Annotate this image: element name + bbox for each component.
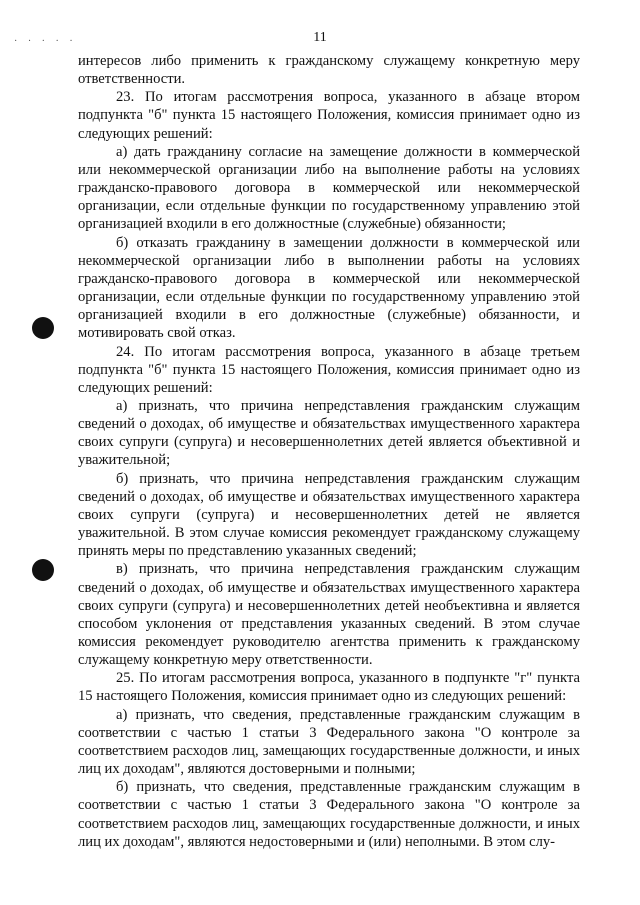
scan-marks: · · · · · [14,36,77,47]
punch-hole-mark [32,559,54,581]
paragraph-24-v: в) признать, что причина непредставления гражданским служащим сведений о доходах, об имуществе и обязательствах имущественного характера своих супруги (супруга) и несовершеннолетних детей необъективна и является способом уклонения от представления указанных сведений. В этом случае комиссия рекомендует руководителю агентства применить к гражданскому служащему конкретную меру ответственности. [78,561,580,669]
paragraph-item-24: 24. По итогам рассмотрения вопроса, указанного в абзаце третьем подпункта "б" пункта 15 настоящего Положения, комиссия принимает одно из следующих решений: [78,343,580,396]
paragraph-24-b: б) признать, что причина непредставления гражданским служащим сведений о доходах, об имуществе и обязательствах имущественного характера своих супруги (супруга) и несовершеннолетних детей не является уважительной. В этом случае комиссия рекомендует гражданскому служащему принять меры по представлению указанных сведений; [78,470,580,560]
paragraph-23-b: б) отказать гражданину в замещении должности в коммерческой или некоммерческой организации либо в выполнении работы на условиях гражданско-правового договора в коммерческой или некоммерческой организации, если отдельные функции по государственному управлению этой организацией входили в его должностные (служебные) обязанности, и мотивировать свой отказ. [78,234,580,342]
paragraph-continuation: интересов либо применить к гражданскому служащему конкретную меру ответственности. [78,53,580,88]
paragraph-23-a: а) дать гражданину согласие на замещение должности в коммерческой или некоммерческой организации либо на выполнение работы на условиях гражданско-правового договора в коммерческой или некоммерческой организации, если отдельные функции по государственному управлению этой организацией входили в его должностные (служебные) обязанности; [78,143,580,233]
paragraph-item-25: 25. По итогам рассмотрения вопроса, указанного в подпункте "г" пункта 15 настоящего Положения, комиссия принимает одно из следующих решений: [78,670,580,705]
paragraph-item-23: 23. По итогам рассмотрения вопроса, указанного в абзаце втором подпункта "б" пункта 15 настоящего Положения, комиссия принимает одно из следующих решений: [78,89,580,142]
punch-hole-mark [32,317,54,339]
document-body [78,52,580,851]
page-number: 11 [313,30,327,45]
paragraph-24-a: а) признать, что причина непредставления гражданским служащим сведений о доходах, об имуществе и обязательствах имущественного характера своих супруги (супруга) и несовершеннолетних детей является объективной и уважительной; [78,397,580,469]
paragraph-25-a: а) признать, что сведения, представленные гражданским служащим в соответствии с частью 1 статьи 3 Федерального закона "О контроле за соответствием расходов лиц, замещающих государственные должности, и иных лиц их доходам", являются достоверными и полными; [78,706,580,778]
paragraph-25-b: б) признать, что сведения, представленные гражданским служащим в соответствии с частью 1 статьи 3 Федерального закона "О контроле за соответствием расходов лиц, замещающих государственные должности, и иных лиц их доходам", являются недостоверными и (или) неполными. В этом слу- [78,779,580,850]
